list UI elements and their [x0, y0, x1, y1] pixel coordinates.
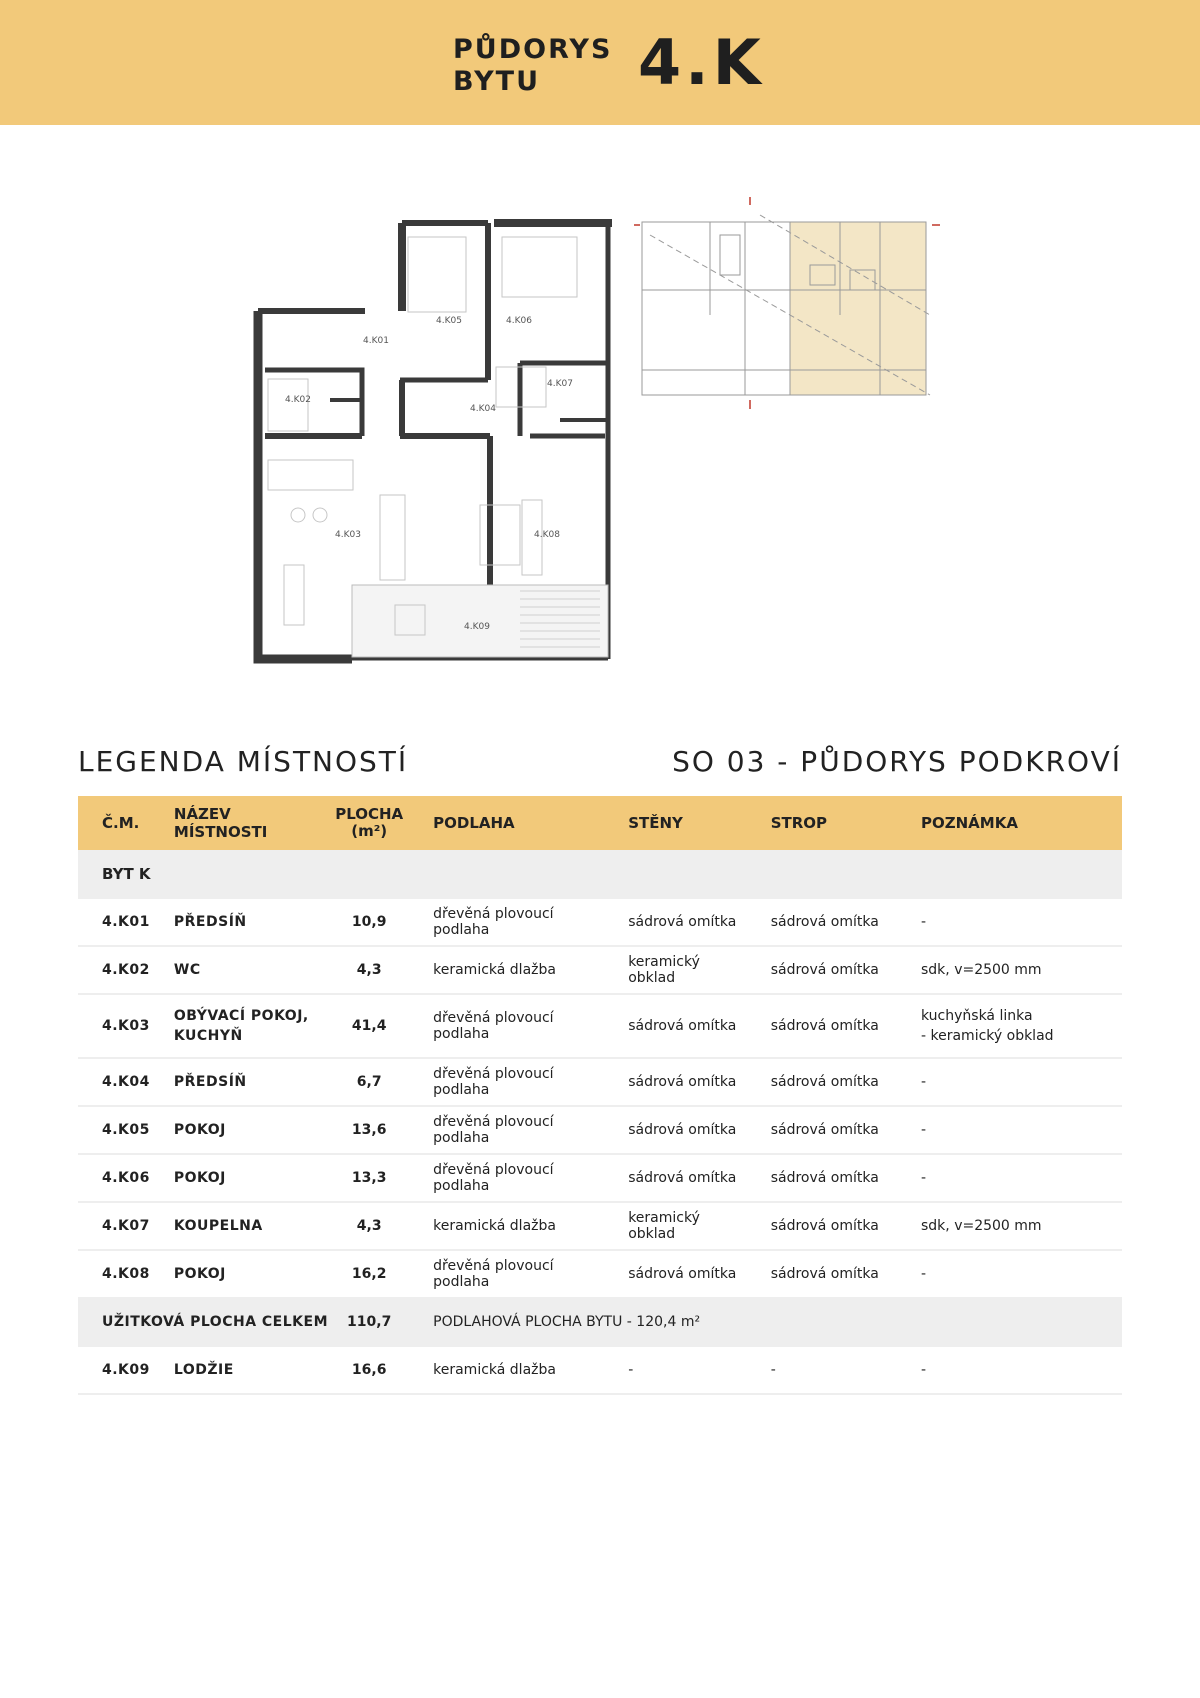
table-row — [78, 1202, 1122, 1250]
table-row — [78, 994, 1122, 1058]
room-floor: keramická dlažba — [409, 946, 604, 994]
room-label-k09: 4.K09 — [464, 622, 490, 632]
room-floor: dřevěná plovoucí podlaha — [409, 898, 604, 946]
table-row — [78, 898, 1122, 946]
room-ceiling: sádrová omítka — [747, 1202, 897, 1250]
room-code: 4.K08 — [78, 1250, 150, 1298]
room-note: - — [897, 1154, 1122, 1202]
room-name: LODŽIE — [150, 1346, 329, 1394]
table-row — [78, 1058, 1122, 1106]
total-label: UŽITKOVÁ PLOCHA CELKEM — [78, 1298, 329, 1346]
col-header-name: NÁZEV MÍSTNOSTI — [173, 805, 268, 841]
room-ceiling: sádrová omítka — [747, 994, 897, 1058]
room-legend-table — [78, 796, 1122, 1395]
room-area: 13,3 — [329, 1154, 409, 1202]
room-name — [150, 994, 329, 1058]
room-name: WC — [150, 946, 329, 994]
room-walls: sádrová omítka — [604, 1250, 747, 1298]
group-label: BYT K — [78, 850, 1122, 898]
room-walls: sádrová omítka — [604, 898, 747, 946]
room-label-k04: 4.K04 — [470, 404, 496, 414]
room-area: 10,9 — [329, 898, 409, 946]
room-code: 4.K01 — [78, 898, 150, 946]
room-ceiling: sádrová omítka — [747, 1106, 897, 1154]
room-code: 4.K06 — [78, 1154, 150, 1202]
key-plan — [630, 195, 950, 415]
room-name-line2: KUCHYŇ — [173, 1028, 243, 1044]
room-label-k06: 4.K06 — [506, 316, 532, 326]
room-code: 4.K03 — [78, 994, 150, 1058]
room-walls: sádrová omítka — [604, 1154, 747, 1202]
room-walls: keramický obklad — [604, 1202, 747, 1250]
room-area: 16,6 — [329, 1346, 409, 1394]
room-note-line1: kuchyňská linka — [921, 1008, 1033, 1024]
room-floor: dřevěná plovoucí podlaha — [409, 1106, 604, 1154]
col-header-ceiling: STROP — [770, 814, 828, 832]
table-row — [78, 1106, 1122, 1154]
table-row — [78, 1346, 1122, 1394]
room-note: - — [897, 1106, 1122, 1154]
room-floor: dřevěná plovoucí podlaha — [409, 1154, 604, 1202]
room-walls: sádrová omítka — [604, 1106, 747, 1154]
room-area: 16,2 — [329, 1250, 409, 1298]
room-note: - — [897, 898, 1122, 946]
room-code: 4.K05 — [78, 1106, 150, 1154]
col-header-walls: STĚNY — [628, 814, 683, 832]
room-label-k02: 4.K02 — [285, 395, 311, 405]
floor-plan — [250, 215, 620, 665]
room-area: 4,3 — [329, 1202, 409, 1250]
room-name: POKOJ — [150, 1250, 329, 1298]
section-title-floor: SO 03 - PŮDORYS PODKROVÍ — [672, 745, 1122, 778]
room-name: KOUPELNA — [150, 1202, 329, 1250]
room-walls: keramický obklad — [604, 946, 747, 994]
room-ceiling: sádrová omítka — [747, 1250, 897, 1298]
col-header-area-line1: PLOCHA — [335, 805, 404, 823]
room-floor: dřevěná plovoucí podlaha — [409, 1250, 604, 1298]
room-area: 41,4 — [329, 994, 409, 1058]
room-label-k08: 4.K08 — [534, 530, 560, 540]
room-note: - — [897, 1058, 1122, 1106]
table-header-row — [78, 796, 1122, 850]
total-row — [78, 1298, 1122, 1346]
room-label-k01: 4.K01 — [363, 336, 389, 346]
room-walls: sádrová omítka — [604, 1058, 747, 1106]
room-label-k07: 4.K07 — [547, 379, 573, 389]
room-walls: sádrová omítka — [604, 994, 747, 1058]
room-ceiling: sádrová omítka — [747, 898, 897, 946]
room-floor: dřevěná plovoucí podlaha — [409, 994, 604, 1058]
header-label — [453, 34, 612, 98]
room-floor: keramická dlažba — [409, 1202, 604, 1250]
room-walls: - — [604, 1346, 747, 1394]
col-header-note: POZNÁMKA — [921, 814, 1018, 832]
room-name: PŘEDSÍŇ — [150, 898, 329, 946]
room-note: sdk, v=2500 mm — [897, 946, 1122, 994]
room-note: sdk, v=2500 mm — [897, 1202, 1122, 1250]
room-name-line1: OBÝVACÍ POKOJ, — [173, 1008, 309, 1024]
room-floor: dřevěná plovoucí podlaha — [409, 1058, 604, 1106]
group-row — [78, 850, 1122, 898]
room-area: 6,7 — [329, 1058, 409, 1106]
header-band — [0, 0, 1200, 125]
room-ceiling: sádrová omítka — [747, 1058, 897, 1106]
table-row — [78, 1250, 1122, 1298]
room-ceiling: sádrová omítka — [747, 1154, 897, 1202]
col-header-code: Č.M. — [102, 814, 140, 832]
header-label-line2: BYTU — [453, 66, 540, 97]
room-code: 4.K04 — [78, 1058, 150, 1106]
room-note: - — [897, 1346, 1122, 1394]
room-name: POKOJ — [150, 1154, 329, 1202]
room-code: 4.K02 — [78, 946, 150, 994]
col-header-floor: PODLAHA — [433, 814, 515, 832]
col-header-area — [329, 796, 409, 850]
room-code: 4.K07 — [78, 1202, 150, 1250]
room-name: POKOJ — [150, 1106, 329, 1154]
room-floor: keramická dlažba — [409, 1346, 604, 1394]
total-floor-area: PODLAHOVÁ PLOCHA BYTU - 120,4 m² — [409, 1298, 1122, 1346]
room-label-k03: 4.K03 — [335, 530, 361, 540]
room-ceiling: - — [747, 1346, 897, 1394]
room-code: 4.K09 — [78, 1346, 150, 1394]
col-header-area-line2: (m²) — [351, 822, 388, 840]
room-note — [897, 994, 1122, 1058]
room-label-k05: 4.K05 — [436, 316, 462, 326]
unit-code: 4.K — [638, 26, 765, 99]
room-area: 4,3 — [329, 946, 409, 994]
room-note: - — [897, 1250, 1122, 1298]
room-area: 13,6 — [329, 1106, 409, 1154]
section-title-legend: LEGENDA MÍSTNOSTÍ — [78, 745, 409, 778]
total-area: 110,7 — [329, 1298, 409, 1346]
room-ceiling: sádrová omítka — [747, 946, 897, 994]
room-note-line2: - keramický obklad — [921, 1028, 1054, 1044]
room-name: PŘEDSÍŇ — [150, 1058, 329, 1106]
table-row — [78, 1154, 1122, 1202]
header-label-line1: PŮDORYS — [453, 34, 613, 65]
table-row — [78, 946, 1122, 994]
